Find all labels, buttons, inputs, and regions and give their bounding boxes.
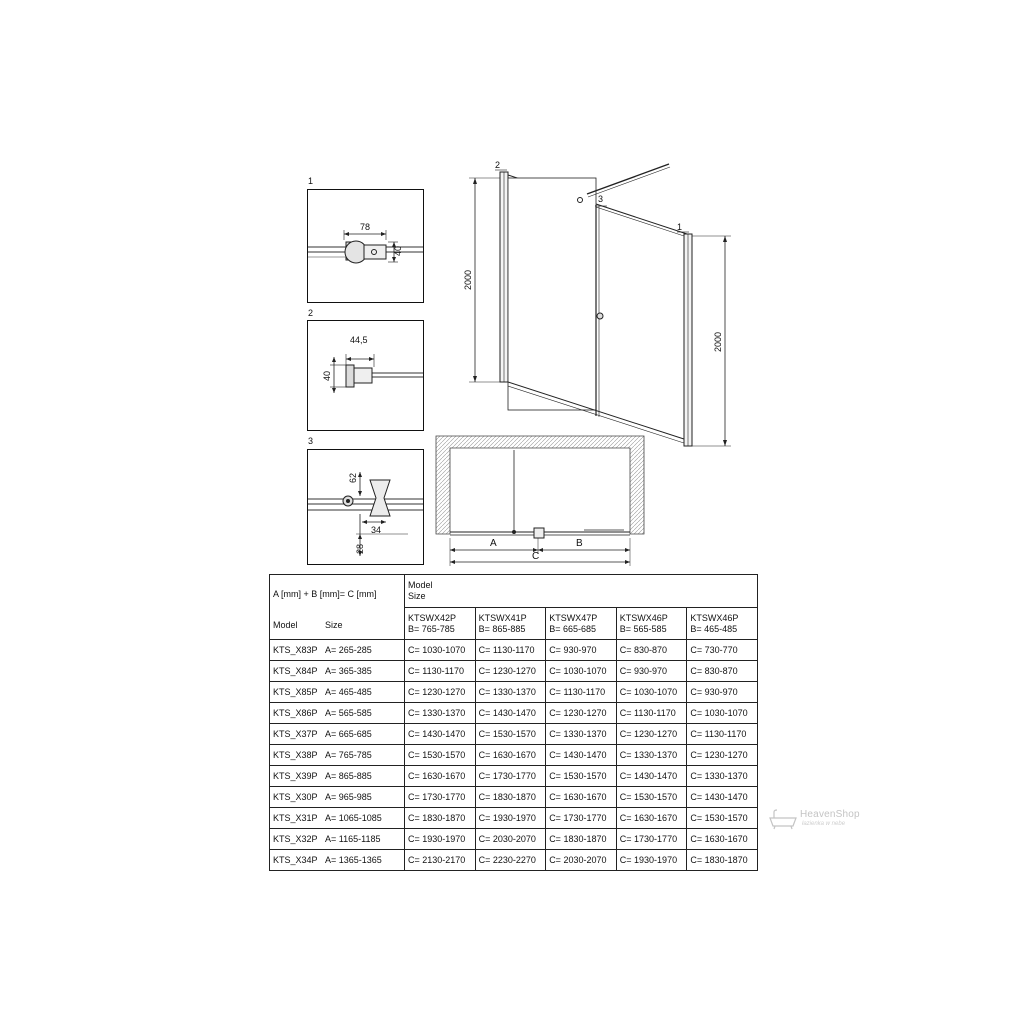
detail-3-label: 3 xyxy=(308,436,314,446)
elevation-height-right: 2000 xyxy=(713,331,723,352)
row-size: A= 1065-1085 xyxy=(325,813,382,823)
row-label-cell xyxy=(270,808,405,829)
table-cell: C= 1430-1470 xyxy=(475,703,546,724)
table-cell: C= 1530-1570 xyxy=(616,787,687,808)
table-top-size: Size xyxy=(408,591,426,601)
table-cell: C= 930-970 xyxy=(546,640,617,661)
row-model: KTS_X38P xyxy=(273,750,318,760)
watermark-brand: HeavenShop xyxy=(800,809,860,820)
table-row xyxy=(270,745,758,766)
table-cell: C= 1330-1370 xyxy=(616,745,687,766)
table-cell: C= 1630-1670 xyxy=(546,787,617,808)
table-cell: C= 1630-1670 xyxy=(616,808,687,829)
table-row xyxy=(270,808,758,829)
row-label-cell xyxy=(270,703,405,724)
row-size: A= 965-985 xyxy=(325,792,372,802)
row-size: A= 465-485 xyxy=(325,687,372,697)
detail-1-box xyxy=(307,189,424,303)
row-size: A= 1165-1185 xyxy=(325,834,381,844)
row-label-cell xyxy=(270,850,405,871)
table-cell: C= 1830-1870 xyxy=(546,829,617,850)
row-label-cell xyxy=(270,829,405,850)
table-cell: C= 1130-1170 xyxy=(546,682,617,703)
table-cell: C= 1030-1070 xyxy=(687,703,758,724)
elevation-callout-3: 3 xyxy=(598,194,604,204)
detail-2-dim-width: 44,5 xyxy=(350,335,368,345)
table-column-header xyxy=(475,608,546,640)
table-row xyxy=(270,829,758,850)
table-cell: C= 930-970 xyxy=(616,661,687,682)
table-cell: C= 1430-1470 xyxy=(687,787,758,808)
table-cell: C= 1830-1870 xyxy=(687,850,758,871)
row-model: KTS_X31P xyxy=(273,813,318,823)
detail-2-dim-height: 40 xyxy=(322,370,332,381)
table-cell: C= 1830-1870 xyxy=(405,808,476,829)
bathtub-icon xyxy=(768,808,798,830)
table-row xyxy=(270,661,758,682)
table-cell: C= 1630-1670 xyxy=(687,829,758,850)
detail-1-label: 1 xyxy=(308,176,314,186)
watermark-tagline: łazienka w nebe xyxy=(802,821,846,827)
elevation-callout-1: 1 xyxy=(677,222,683,232)
table-cell: C= 830-870 xyxy=(687,661,758,682)
front-elevation-drawing xyxy=(455,150,745,450)
table-cell: C= 1930-1970 xyxy=(475,808,546,829)
table-cell: C= 1430-1470 xyxy=(616,766,687,787)
column-model: KTSWX46P xyxy=(690,612,739,623)
table-size-label: Size xyxy=(325,620,343,630)
row-label-cell xyxy=(270,745,405,766)
row-label-cell xyxy=(270,640,405,661)
column-size: B= 765-785 xyxy=(408,623,455,634)
table-row xyxy=(270,724,758,745)
table-cell: C= 1730-1770 xyxy=(405,787,476,808)
detail-3-drawing xyxy=(308,450,424,565)
table-column-header xyxy=(616,608,687,640)
size-table xyxy=(269,574,758,871)
table-cell: C= 930-970 xyxy=(687,682,758,703)
detail-3-dim-34: 34 xyxy=(371,525,382,535)
plan-label-b: B xyxy=(576,538,583,549)
table-cell: C= 1430-1470 xyxy=(546,745,617,766)
row-label-cell xyxy=(270,682,405,703)
table-cell: C= 2030-2070 xyxy=(475,829,546,850)
table-corner-cell xyxy=(270,575,405,640)
elevation-height-left: 2000 xyxy=(463,269,473,290)
detail-3-dim-62: 62 xyxy=(348,472,358,483)
table-row xyxy=(270,766,758,787)
watermark xyxy=(768,806,878,832)
column-model: KTSWX47P xyxy=(549,612,598,623)
table-cell: C= 1030-1070 xyxy=(616,682,687,703)
table-cell: C= 1930-1970 xyxy=(616,850,687,871)
row-label-cell xyxy=(270,787,405,808)
table-cell: C= 1630-1670 xyxy=(405,766,476,787)
table-column-header xyxy=(405,608,476,640)
row-model: KTS_X86P xyxy=(273,708,318,718)
table-cell: C= 1230-1270 xyxy=(475,661,546,682)
row-size: A= 865-885 xyxy=(325,771,372,781)
table-model-label: Model xyxy=(273,620,298,630)
table-cell: C= 2130-2170 xyxy=(405,850,476,871)
table-cell: C= 2030-2070 xyxy=(546,850,617,871)
detail-1-dim-height: 40 xyxy=(393,245,403,256)
row-size: A= 765-785 xyxy=(325,750,372,760)
row-model: KTS_X30P xyxy=(273,792,318,802)
row-size: A= 365-385 xyxy=(325,666,372,676)
table-cell: C= 1930-1970 xyxy=(405,829,476,850)
table-row xyxy=(270,640,758,661)
table-cell: C= 1530-1570 xyxy=(475,724,546,745)
table-cell: C= 1330-1370 xyxy=(475,682,546,703)
table-formula: A [mm] + B [mm]= C [mm] xyxy=(273,589,377,599)
table-row xyxy=(270,787,758,808)
table-cell: C= 1530-1570 xyxy=(546,766,617,787)
row-model: KTS_X32P xyxy=(273,834,318,844)
column-size: B= 465-485 xyxy=(690,623,738,634)
row-model: KTS_X84P xyxy=(273,666,318,676)
table-cell: C= 1630-1670 xyxy=(475,745,546,766)
table-cell: C= 1330-1370 xyxy=(687,766,758,787)
table-cell: C= 1130-1170 xyxy=(616,703,687,724)
table-cell: C= 1330-1370 xyxy=(405,703,476,724)
detail-2-box xyxy=(307,320,424,431)
table-cell: C= 1330-1370 xyxy=(546,724,617,745)
table-column-header xyxy=(546,608,617,640)
detail-3-box xyxy=(307,449,424,565)
table-top-model: Model xyxy=(408,580,433,590)
table-cell: C= 1230-1270 xyxy=(687,745,758,766)
table-cell: C= 1530-1570 xyxy=(687,808,758,829)
table-top-header xyxy=(405,575,758,608)
column-model: KTSWX42P xyxy=(408,612,457,623)
row-model: KTS_X39P xyxy=(273,771,318,781)
column-size: B= 565-585 xyxy=(619,623,667,634)
table-cell: C= 1130-1170 xyxy=(405,661,476,682)
row-label-cell xyxy=(270,661,405,682)
detail-2-label: 2 xyxy=(308,308,314,318)
table-cell: C= 1830-1870 xyxy=(475,787,546,808)
row-model: KTS_X37P xyxy=(273,729,318,739)
table-row xyxy=(270,703,758,724)
detail-1-drawing xyxy=(308,190,424,303)
table-cell: C= 1230-1270 xyxy=(616,724,687,745)
table-cell: C= 1230-1270 xyxy=(405,682,476,703)
table-column-header xyxy=(687,608,758,640)
detail-1-dim-width: 78 xyxy=(360,222,371,232)
table-cell: C= 1130-1170 xyxy=(687,724,758,745)
plan-label-c: C xyxy=(532,551,540,562)
table-cell: C= 1730-1770 xyxy=(546,808,617,829)
row-size: A= 1365-1365 xyxy=(325,855,382,865)
table-cell: C= 1130-1170 xyxy=(475,640,546,661)
table-cell: C= 1730-1770 xyxy=(616,829,687,850)
row-size: A= 665-685 xyxy=(325,729,372,739)
table-cell: C= 1730-1770 xyxy=(475,766,546,787)
table-cell: C= 2230-2270 xyxy=(475,850,546,871)
row-size: A= 565-585 xyxy=(325,708,372,718)
row-size: A= 265-285 xyxy=(325,645,372,655)
table-cell: C= 1530-1570 xyxy=(405,745,476,766)
column-model: KTSWX41P xyxy=(478,612,527,623)
elevation-callout-2: 2 xyxy=(495,160,501,170)
table-cell: C= 730-770 xyxy=(687,640,758,661)
table-cell: C= 830-870 xyxy=(616,640,687,661)
detail-2-drawing xyxy=(308,321,424,431)
row-label-cell xyxy=(270,766,405,787)
row-model: KTS_X83P xyxy=(273,645,318,655)
table-cell: C= 1430-1470 xyxy=(405,724,476,745)
row-model: KTS_X34P xyxy=(273,855,318,865)
table-cell: C= 1030-1070 xyxy=(405,640,476,661)
row-model: KTS_X85P xyxy=(273,687,318,697)
table-cell: C= 1030-1070 xyxy=(546,661,617,682)
table-row xyxy=(270,850,758,871)
plan-view-drawing xyxy=(434,434,646,570)
column-size: B= 865-885 xyxy=(478,623,526,634)
column-model: KTSWX46P xyxy=(619,612,668,623)
column-size: B= 665-685 xyxy=(549,623,596,634)
table-row xyxy=(270,682,758,703)
plan-label-a: A xyxy=(490,538,497,549)
table-cell: C= 1230-1270 xyxy=(546,703,617,724)
detail-3-dim-28: 28 xyxy=(355,543,365,554)
row-label-cell xyxy=(270,724,405,745)
